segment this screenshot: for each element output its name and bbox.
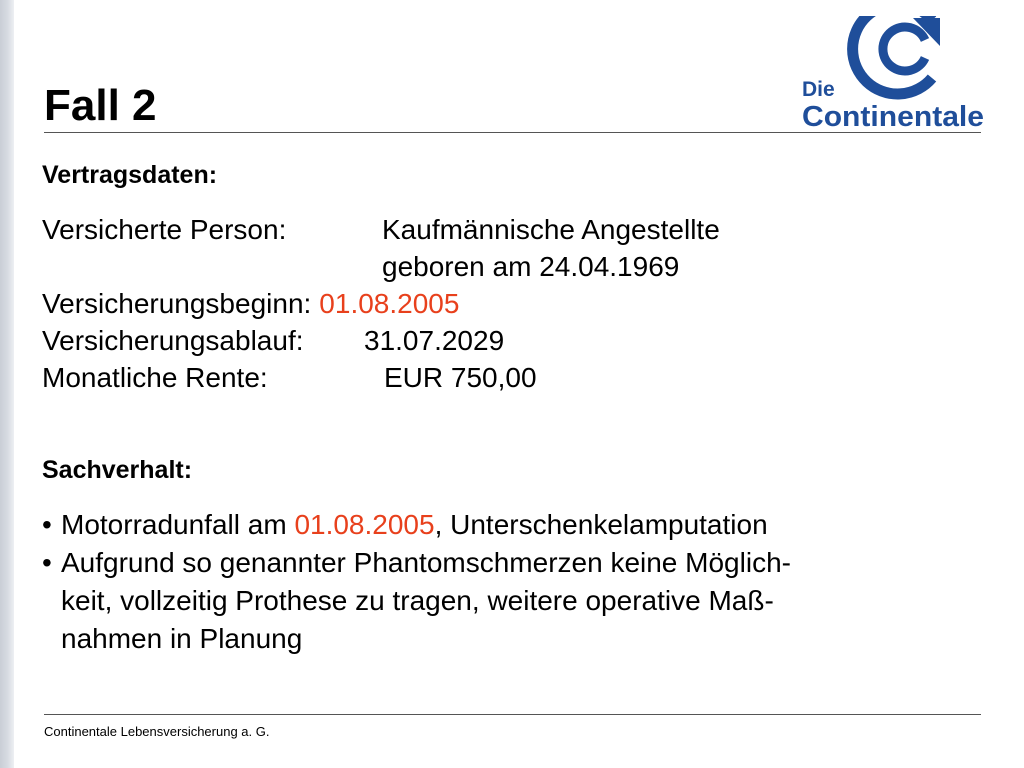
fact-text-after: , Unterschenkelamputation: [434, 509, 768, 540]
footer-company-name: Continentale Lebensversicherung a. G.: [44, 724, 270, 739]
accident-date: 01.08.2005: [294, 509, 435, 540]
logo-line-continentale: Continentale: [802, 101, 984, 132]
facts-heading: Sachverhalt:: [42, 456, 193, 484]
fact-line-2: keit, vollzeitig Prothese zu tragen, weitere operative Maß-: [61, 585, 774, 616]
contract-row-birthdate: [42, 248, 720, 285]
footer-divider: [44, 714, 981, 715]
insured-person-label: Versicherte Person:: [42, 214, 287, 245]
contract-row-person: [42, 211, 720, 248]
bullet-icon: •: [42, 547, 52, 578]
contract-heading: Vertragsdaten:: [42, 161, 218, 189]
contract-row-start: [42, 285, 720, 322]
logo-line-die: Die: [802, 78, 835, 101]
list-item: [42, 506, 972, 544]
insurance-start-value: 01.08.2005: [319, 288, 460, 319]
facts-list: [42, 506, 972, 658]
continentale-c-logo-icon: [853, 16, 940, 94]
insurance-end-value: 31.07.2029: [364, 325, 505, 356]
fact-line-3: nahmen in Planung: [61, 623, 303, 654]
fact-line-1: Aufgrund so genannter Phantomschmerzen keine Möglich-: [61, 547, 791, 578]
contract-data-block: [42, 211, 720, 396]
monthly-pension-value: EUR 750,00: [384, 362, 537, 393]
monthly-pension-label: Monatliche Rente:: [42, 362, 268, 393]
title-divider: [44, 132, 981, 133]
list-item: [42, 544, 972, 658]
bullet-icon: •: [42, 509, 52, 540]
insurance-end-label: Versicherungsablauf:: [42, 325, 304, 356]
insured-person-value: Kaufmännische Angestellte: [382, 214, 720, 245]
continentale-logo: [800, 16, 986, 132]
birthdate-value: geboren am 24.04.1969: [382, 251, 680, 282]
contract-row-pension: [42, 359, 720, 396]
slide-title: Fall 2: [44, 81, 157, 130]
insurance-start-label: Versicherungsbeginn:: [42, 288, 312, 319]
left-decorative-stripe: [0, 0, 14, 768]
contract-row-end: [42, 322, 720, 359]
birthdate-label: [42, 248, 382, 285]
fact-text-before: Motorradunfall am: [61, 509, 295, 540]
